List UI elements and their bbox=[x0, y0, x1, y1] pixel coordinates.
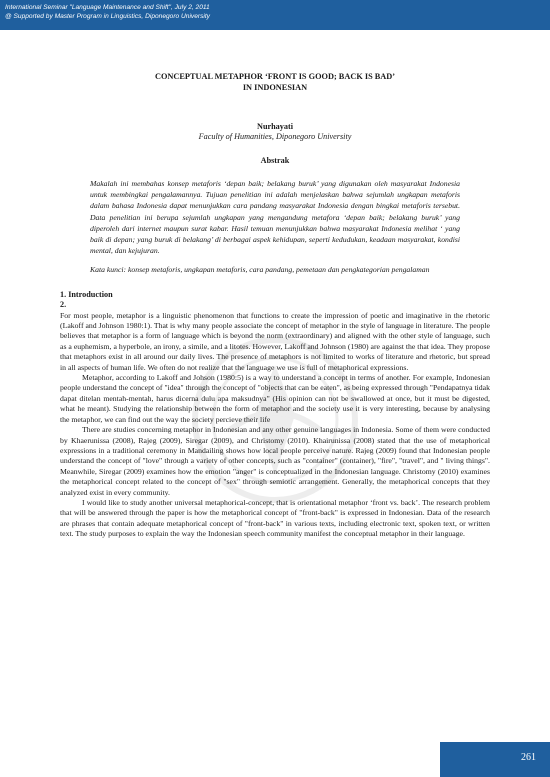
paper-content bbox=[60, 72, 490, 540]
abstract-text: Makalah ini membahas konsep metaforis ‘depan baik; belakang buruk’ yang digunakan oleh masyarakat Indonesia untuk membingkai pengalamannya. Tujuan penelitian ini adalah menjelaskan bahwa sejumlah ungkapan metaforis dalam bahasa Indonesia dapat menunjukkan cara pandang masyarakat Indonesia dengan bingkai metaforis tersebut. Data penelitian ini berupa sejumlah ungkapan yang mengandung metafora ‘depan baik; belakang buruk’ yang diperoleh dari internet maupun surat kabar. Hasil temuan menunjukkan bahwa masyarakat Indonesia melihat ‘ yang baik di depan; yang buruk di belakang’ di berbagai aspek kehidupan, seperti kedudukan, keadaan masyarakat, kondisi mental, dan kejujuran. bbox=[90, 179, 460, 256]
body-paragraph: There are studies concerning metaphor in Indonesian and any other genuine languages in Indonesia. Some of them were conducted by Khaerunissa (2008), Rajeg (2009), Siregar (2009), and Christomy (2010). Khairunissa (2008) stated that the use of metaphorical expressions in a traditional ceremony in Mandailing shows how local people perceive nature. Rajeg (2009) found that Indonesian people understand the concept of "love" through a variety of other concepts, such as "container" (container), "fire", "travel", and " living things". Meanwhile, Siregar (2009) examines how the emotion "anger" is conceptualized in the Indonesian language. Christomy (2010) examines the metaphorical concept related to the concept of "sex" through semiotic arrangement. Generally, the metaphorical concepts that they analyzed exist in every community. bbox=[60, 425, 490, 497]
conference-header-line1: International Seminar "Language Maintenance and Shift", July 2, 2011 bbox=[5, 4, 210, 11]
author-name: Nurhayati bbox=[257, 122, 293, 131]
body-paragraph: For most people, metaphor is a linguistic phenomenon that functions to create the impression of poetic and imaginative in the rhetoric (Lakoff and Johnson 1980:1). That is why many people associate the concept of metaphor in the style of language in literature. The people believes that metaphor is a form of language which is beyond the norm (extraordinary) and aligned with the other style of language, such as a euphemism, a hyperbole, an irony, a simile, and a litotes. However, Lakoff and Johnson (1980) are against the that idea. They propose that metaphors exist in all around our daily lives. The presence of metaphors is not limited to works of literature and rhetoric, but spread in all aspects of human life. We often do not realize that the language we use is full of metaphorical expressions. bbox=[60, 310, 490, 372]
body-text bbox=[60, 311, 490, 540]
conference-header-band bbox=[0, 0, 550, 30]
paper-title bbox=[60, 72, 490, 93]
abstract-heading: Abstrak bbox=[260, 156, 290, 165]
conference-header-line2: @ Supported by Master Program in Linguistics, Diponegoro University bbox=[5, 13, 210, 20]
paper-title-line2: IN INDONESIAN bbox=[242, 82, 308, 92]
page-number: 261 bbox=[521, 752, 536, 763]
author-affiliation: Faculty of Humanities, Diponegoro University bbox=[198, 132, 352, 141]
body-paragraph: Metaphor, according to Lakoff and Johson (1980:5) is a way to understand a concept in terms of another. For example, Indonesian people understand the concept of "idea" through the concept of "objects that can be eaten", as being expressed through "Pendapatnya tidak dapat ditelan mentah-mentah, harus dicerna dulu apa maksudnya" (His opinion can not be swallowed at once, but it must be digested, what he meant). Studying the relationship between the form of metaphor and the society use it is very interesting, because by analysing the metaphor, we can find out the way the society percieve their life bbox=[60, 373, 490, 424]
section-number: 2. bbox=[60, 300, 67, 310]
body-paragraph: I would like to study another universal metaphorical-concept, that is orientational metaphor ‘front vs. back’. The research problem that will be answered through the paper is how the metaphorical concept of "front-back" is expressed in Indonesian. Data of the research are phrases that contain adequate metaphorical concept of "front-back" in various texts, including electronic text, spoken text, or written text. The study purposes to explain the way the Indonesian speech community manifest the conceptual metaphor in their language. bbox=[60, 497, 490, 539]
section-heading-introduction: 1. Introduction bbox=[60, 289, 113, 299]
page-footer-band bbox=[440, 742, 550, 777]
paper-title-line1: CONCEPTUAL METAPHOR ‘FRONT IS GOOD; BACK IS BAD’ bbox=[154, 72, 396, 81]
keywords-text: Kata kunci: konsep metaforis, ungkapan metaforis, cara pandang, pemetaan dan pengkategorian pengalaman bbox=[90, 265, 430, 275]
